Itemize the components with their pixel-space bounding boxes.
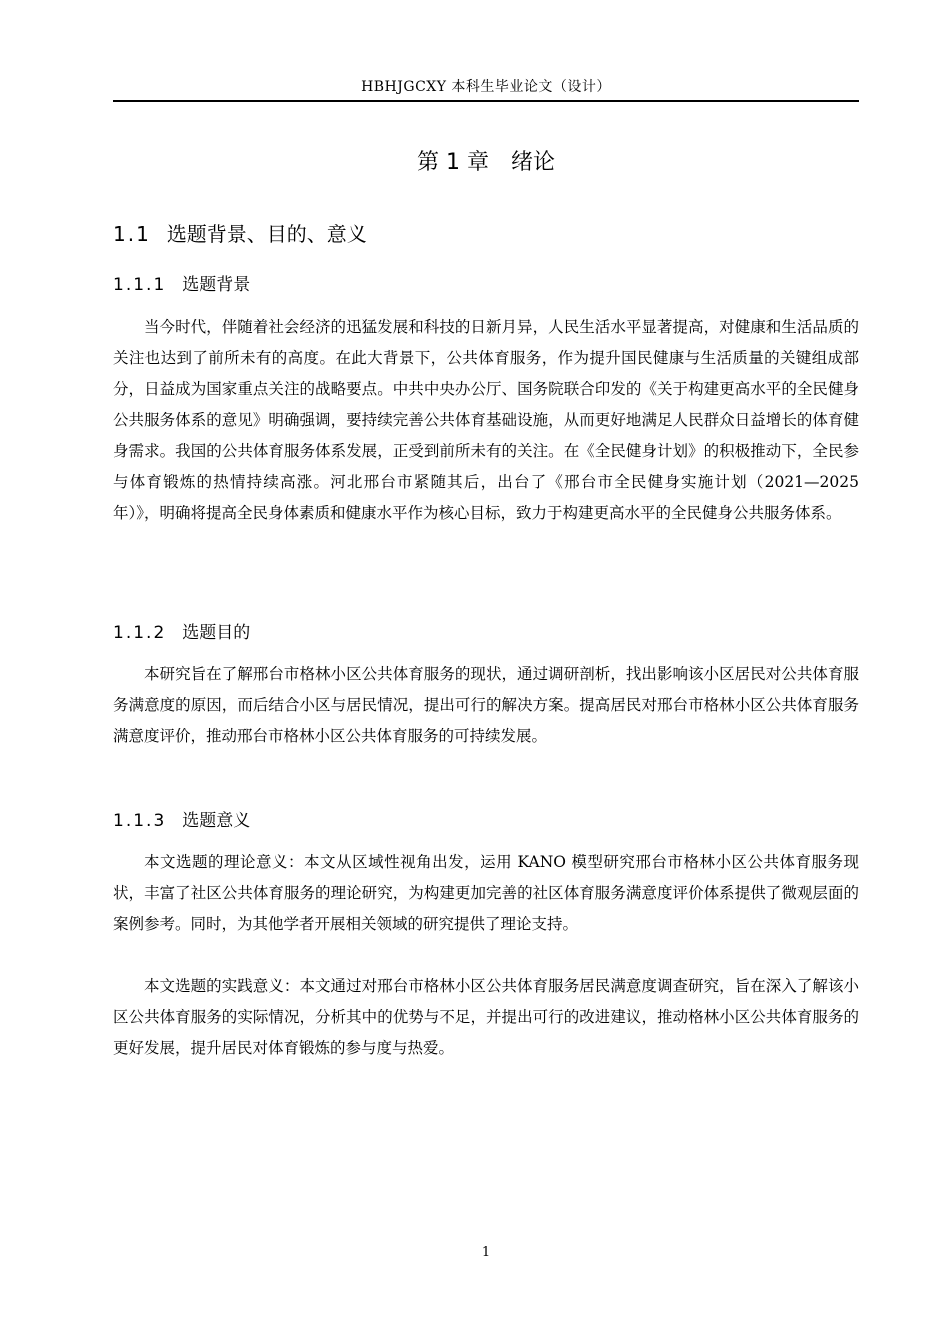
running-header: HBHJGCXY 本科生毕业论文（设计） xyxy=(361,79,611,95)
subsection-title: 选题背景 xyxy=(182,275,251,295)
body-paragraph: 本研究旨在了解邢台市格林小区公共体育服务的现状，通过调研剖析，找出影响该小区居民对公共体育服务满意度的原因，而后结合小区与居民情况，提出可行的解决方案。提高居民对邢台市格林小区公共体育服务满意度评价，推动邢台市格林小区公共体育服务的可持续发展。 xyxy=(113,665,859,745)
subsection-title: 选题意义 xyxy=(182,811,251,831)
subsection-number: 1.1.2 xyxy=(113,623,167,643)
body-paragraph: 本文选题的理论意义：本文从区域性视角出发，运用 KANO 模型研究邢台市格林小区公共体育服务现状，丰富了社区公共体育服务的理论研究，为构建更加完善的社区体育服务满意度评价体系提供了微观层面的案例参考。同时，为其他学者开展相关领域的研究提供了理论支持。 xyxy=(113,853,859,933)
section-heading xyxy=(113,220,859,248)
body-paragraph: 本文选题的实践意义：本文通过对邢台市格林小区公共体育服务居民满意度调查研究，旨在深入了解该小区公共体育服务的实际情况，分析其中的优势与不足，并提出可行的改进建议，推动格林小区公共体育服务的更好发展，提升居民对体育锻炼的参与度与热爱。 xyxy=(113,977,859,1057)
section-number: 1.1 xyxy=(113,222,151,246)
subsection-number: 1.1.3 xyxy=(113,811,167,831)
chapter-title: 第 1 章 绪论 xyxy=(417,150,555,175)
subsection-heading xyxy=(113,809,859,833)
subsection-heading xyxy=(113,273,859,297)
section-title: 选题背景、目的、意义 xyxy=(166,222,367,246)
header-rule xyxy=(113,100,859,102)
subsection-number: 1.1.1 xyxy=(113,275,167,295)
page-number: 1 xyxy=(481,1245,491,1260)
body-paragraph: 当今时代，伴随着社会经济的迅猛发展和科技的日新月异，人民生活水平显著提高，对健康和生活品质的关注也达到了前所未有的高度。在此大背景下，公共体育服务，作为提升国民健康与生活质量的关键组成部分，日益成为国家重点关注的战略要点。中共中央办公厅、国务院联合印发的《关于构建更高水平的全民健身公共服务体系的意见》明确强调，要持续完善公共体育基础设施，从而更好地满足人民群众日益增长的体育健身需求。我国的公共体育服务体系发展，正受到前所未有的关注。在《全民健身计划》的积极推动下，全民参与体育锻炼的热情持续高涨。河北邢台市紧随其后，出台了《邢台市全民健身实施计划（2021—2025 年）》，明确将提高全民身体素质和健康水平作为核心目标，致力于构建更高水平的全民健身公共服务体系。 xyxy=(113,318,859,522)
subsection-title: 选题目的 xyxy=(182,623,251,643)
subsection-heading xyxy=(113,621,859,645)
